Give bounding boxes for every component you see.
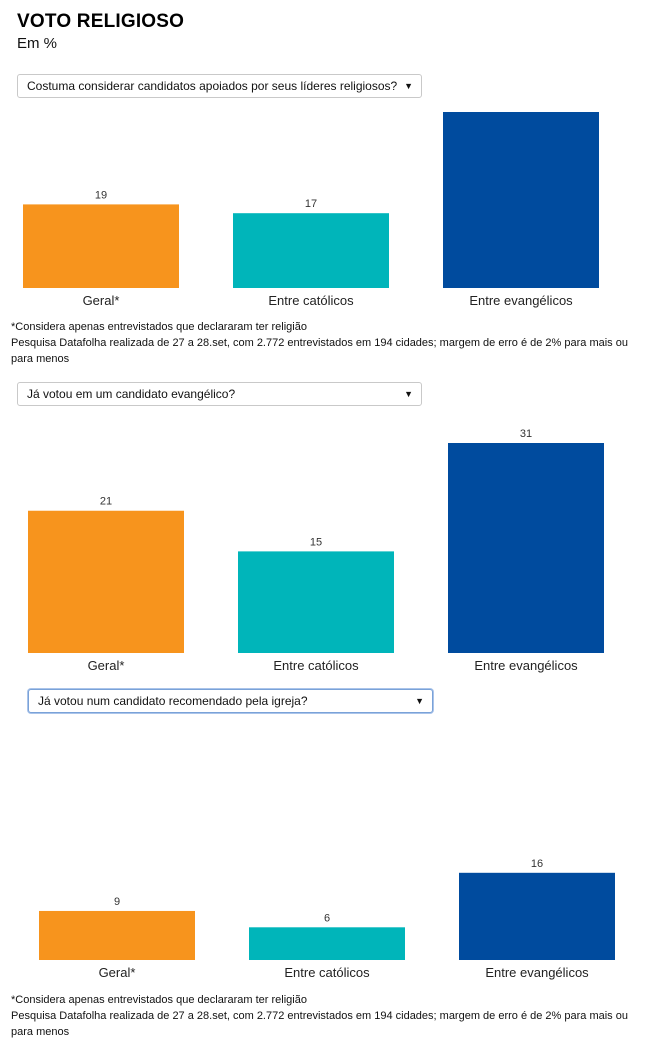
question-select-2[interactable]: [17, 382, 422, 406]
category-label-entre-catolicos: Entre católicos: [268, 293, 354, 308]
bar-entre-evangelicos: [448, 443, 604, 653]
bar-entre-evangelicos: [459, 873, 615, 960]
bar-entre-catolicos: [238, 551, 394, 653]
value-label-entre-catolicos: 15: [309, 536, 323, 549]
value-label-geral: 9: [113, 895, 121, 908]
value-label-geral: 19: [94, 189, 108, 202]
footnote-3: [11, 992, 631, 1040]
value-label-entre-evangelicos: 31: [519, 428, 533, 440]
category-label-geral: Geral*: [82, 293, 120, 308]
footnote-asterisk-note: *Considera apenas entrevistados que declararam ter religião: [11, 321, 307, 333]
question-select-label: Costuma considerar candidatos apoiados por seus líderes religiosos?: [27, 79, 398, 93]
category-label-geral: Geral*: [87, 658, 125, 673]
category-label-entre-evangelicos: Entre evangélicos: [474, 658, 578, 673]
bar-geral: [28, 511, 184, 653]
question-select-label: Já votou em um candidato evangélico?: [27, 387, 236, 401]
category-label-geral: Geral*: [98, 965, 136, 980]
bar-entre-catolicos: [249, 927, 405, 960]
category-label-entre-catolicos: Entre católicos: [273, 658, 359, 673]
bar-geral: [39, 911, 195, 960]
question-select-label: Já votou num candidato recomendado pela igreja?: [38, 694, 308, 708]
question-select-3[interactable]: [28, 689, 433, 713]
chevron-down-icon: ▼: [404, 389, 413, 399]
page-title: VOTO RELIGIOSO: [17, 11, 185, 32]
footnote-1: [11, 319, 631, 367]
footnote-asterisk-note: *Considera apenas entrevistados que declararam ter religião: [11, 994, 307, 1006]
bar-entre-catolicos: [233, 213, 389, 288]
bar-chart-3: [0, 720, 651, 985]
footnote-source-note: Pesquisa Datafolha realizada de 27 a 28.set, com 2.772 entrevistados em 194 cidades; margem de erro é de 2% para mais ou para menos: [11, 337, 628, 365]
category-label-entre-catolicos: Entre católicos: [284, 965, 370, 980]
page-subtitle: Em %: [17, 35, 58, 52]
value-label-entre-catolicos: 6: [323, 912, 331, 925]
value-label-entre-evangelicos: 16: [530, 857, 544, 870]
value-label-entre-catolicos: 17: [304, 198, 318, 211]
category-label-entre-evangelicos: Entre evangélicos: [469, 293, 573, 308]
footnote-source-note: Pesquisa Datafolha realizada de 27 a 28.set, com 2.772 entrevistados em 194 cidades; margem de erro é de 2% para mais ou para menos: [11, 1010, 628, 1038]
bar-chart-1: [0, 100, 651, 315]
bar-chart-2: [0, 415, 651, 680]
category-label-entre-evangelicos: Entre evangélicos: [485, 965, 589, 980]
question-select-1[interactable]: [17, 74, 422, 98]
bar-geral: [23, 204, 179, 288]
chevron-down-icon: ▼: [404, 81, 413, 91]
bar-entre-evangelicos: [443, 112, 599, 288]
chevron-down-icon: ▼: [415, 696, 424, 706]
value-label-geral: 21: [99, 495, 113, 508]
